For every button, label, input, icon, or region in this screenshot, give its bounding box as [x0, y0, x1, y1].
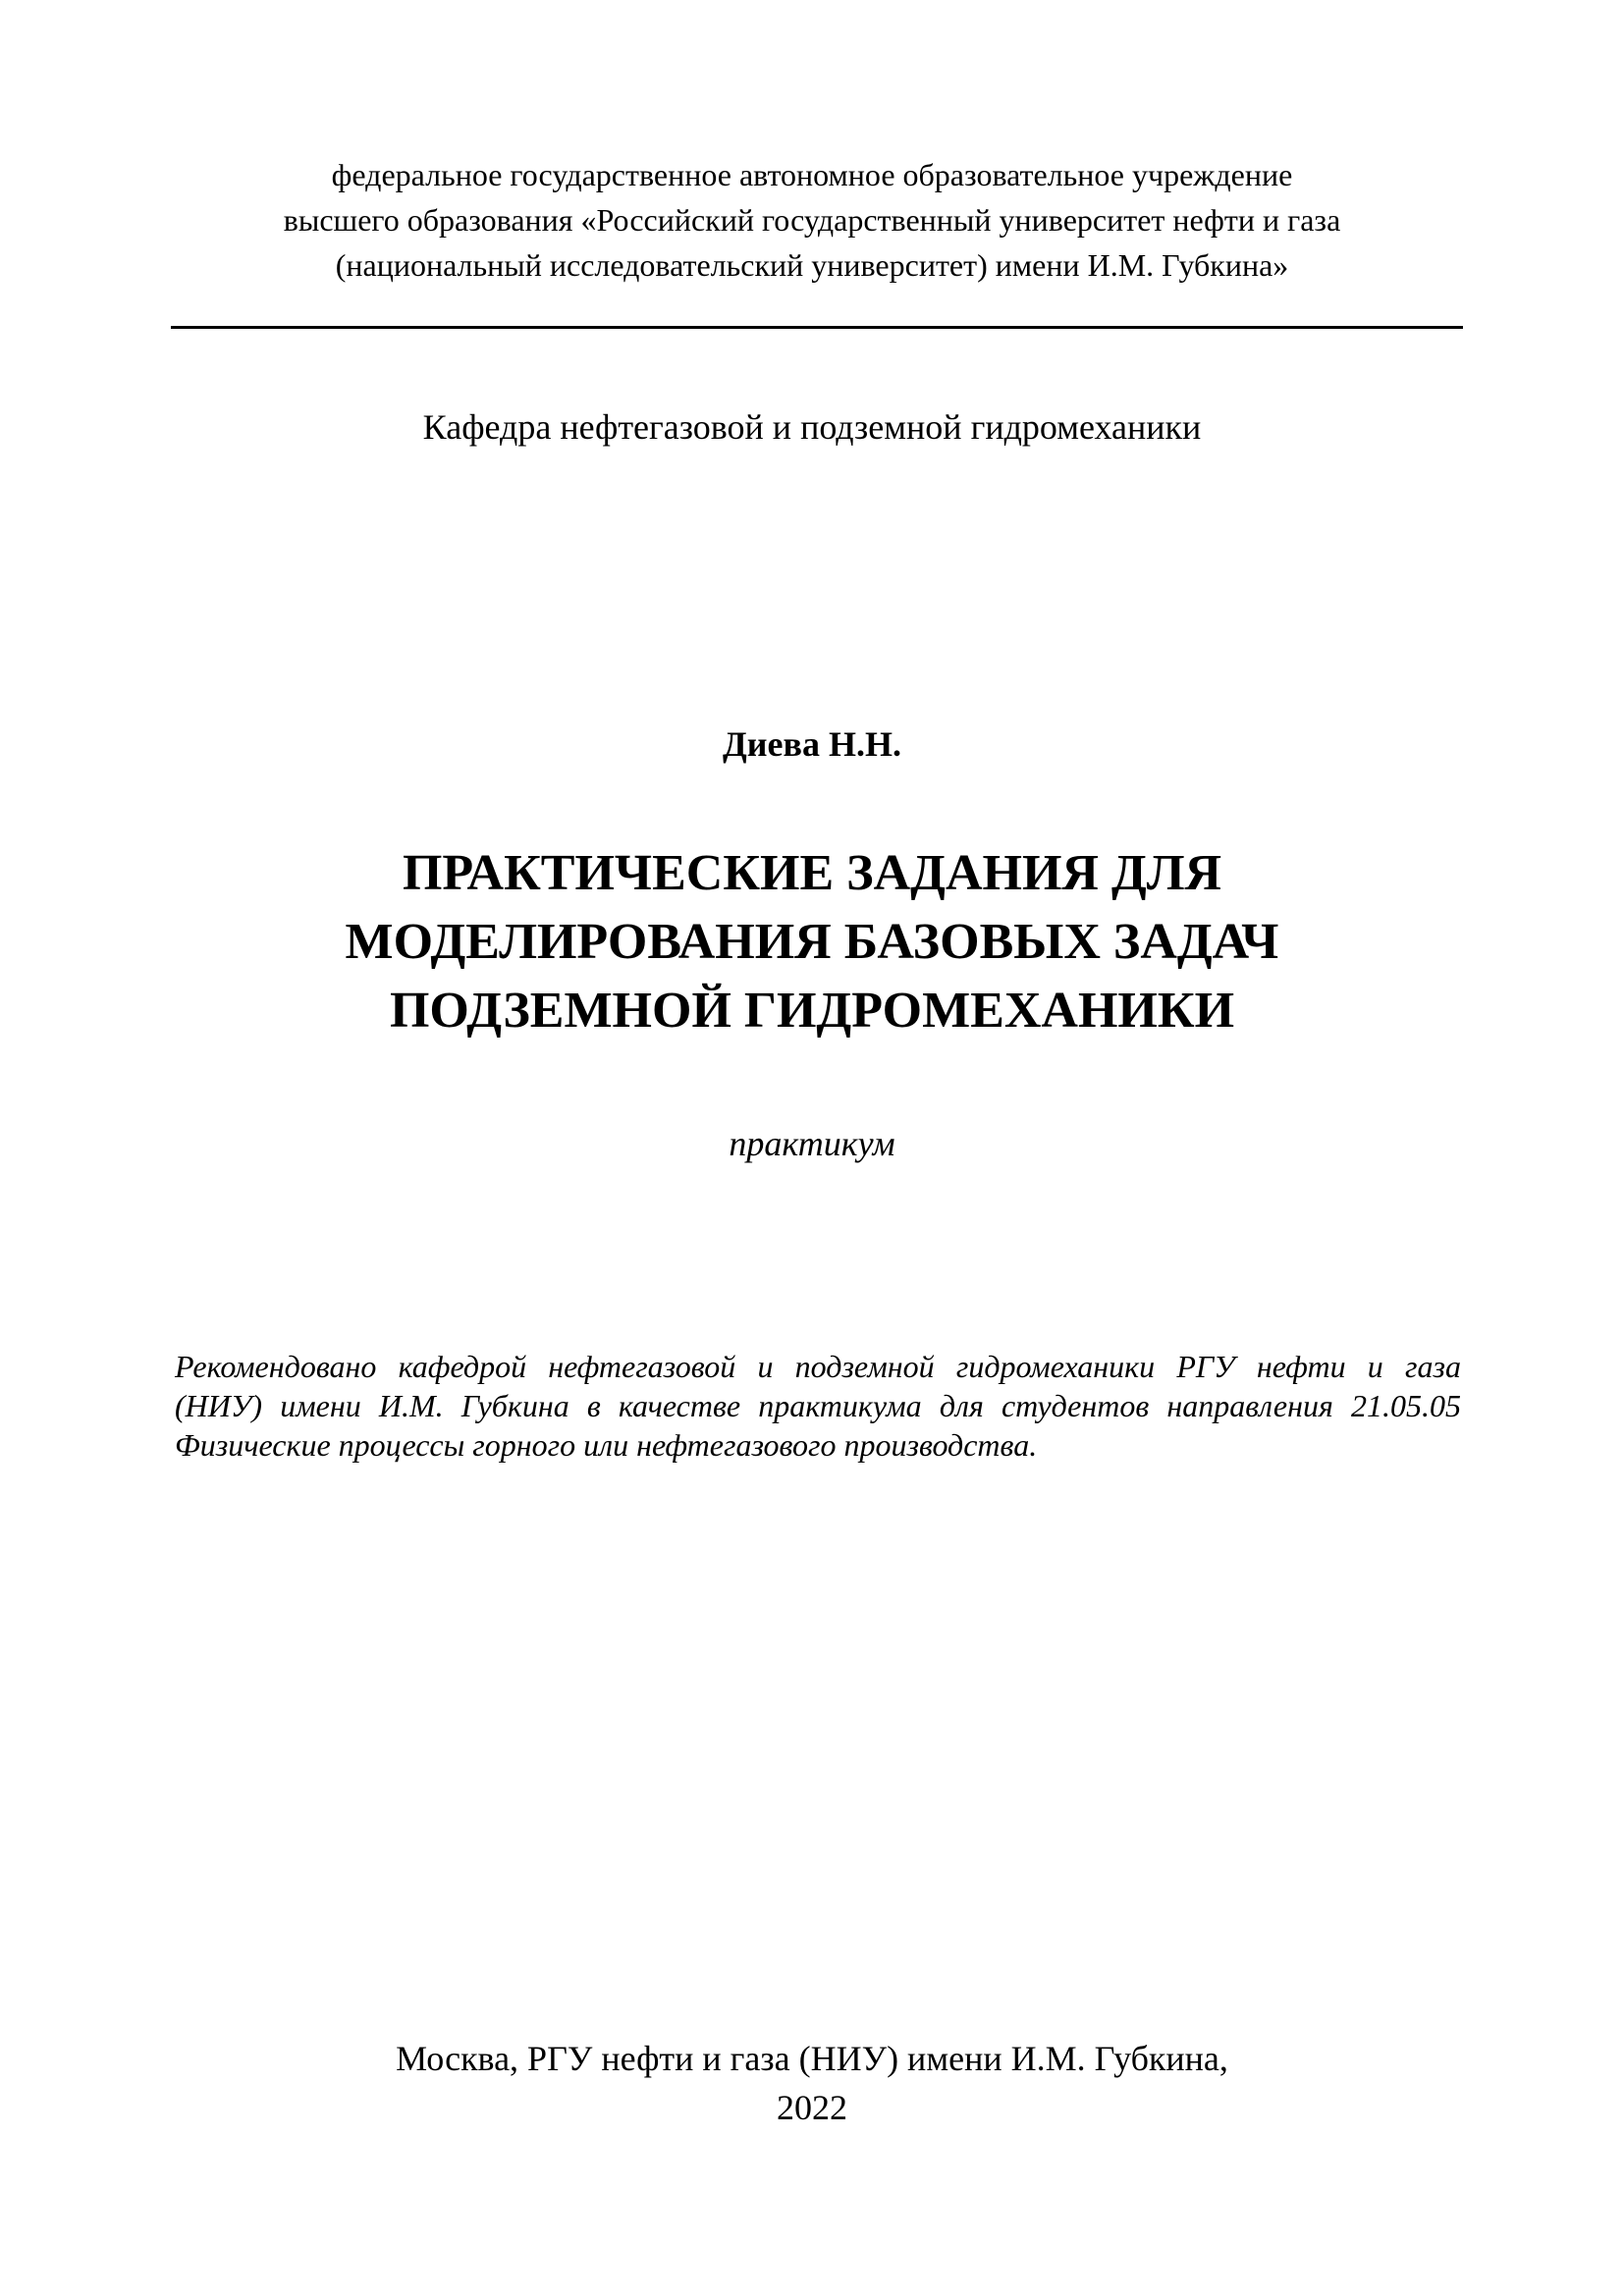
recommendation-line: Физические процессы горного или нефтегазового производства. [175, 1427, 1038, 1463]
imprint-place-publisher: Москва, РГУ нефти и газа (НИУ) имени И.М. Губкина, [396, 2039, 1228, 2078]
author-name: Диева Н.Н. [723, 724, 901, 764]
document-title [0, 839, 1624, 1045]
imprint [0, 2034, 1624, 2132]
header-divider [171, 326, 1463, 329]
institution-line: федеральное государственное автономное образовательное учреждение [331, 157, 1293, 192]
institution-header [0, 152, 1624, 288]
institution-line: высшего образования «Российский государственный университет нефти и газа [283, 202, 1341, 238]
imprint-year: 2022 [777, 2088, 847, 2127]
recommendation-note [175, 1347, 1461, 1465]
recommendation-line: Рекомендовано кафедрой нефтегазовой и подземной гидромеханики РГУ нефти и газа [175, 1349, 1461, 1384]
institution-line: (национальный исследовательский университет) имени И.М. Губкина» [335, 247, 1289, 283]
title-line: МОДЕЛИРОВАНИЯ БАЗОВЫХ ЗАДАЧ [345, 914, 1279, 970]
recommendation-line: (НИУ) имени И.М. Губкина в качестве практикума для студентов направления 21.05.05 [175, 1388, 1461, 1423]
document-type: практикум [729, 1124, 895, 1163]
title-line: ПРАКТИЧЕСКИЕ ЗАДАНИЯ ДЛЯ [402, 845, 1222, 901]
department-name: Кафедра нефтегазовой и подземной гидромеханики [422, 407, 1202, 447]
title-line: ПОДЗЕМНОЙ ГИДРОМЕХАНИКИ [389, 983, 1235, 1039]
